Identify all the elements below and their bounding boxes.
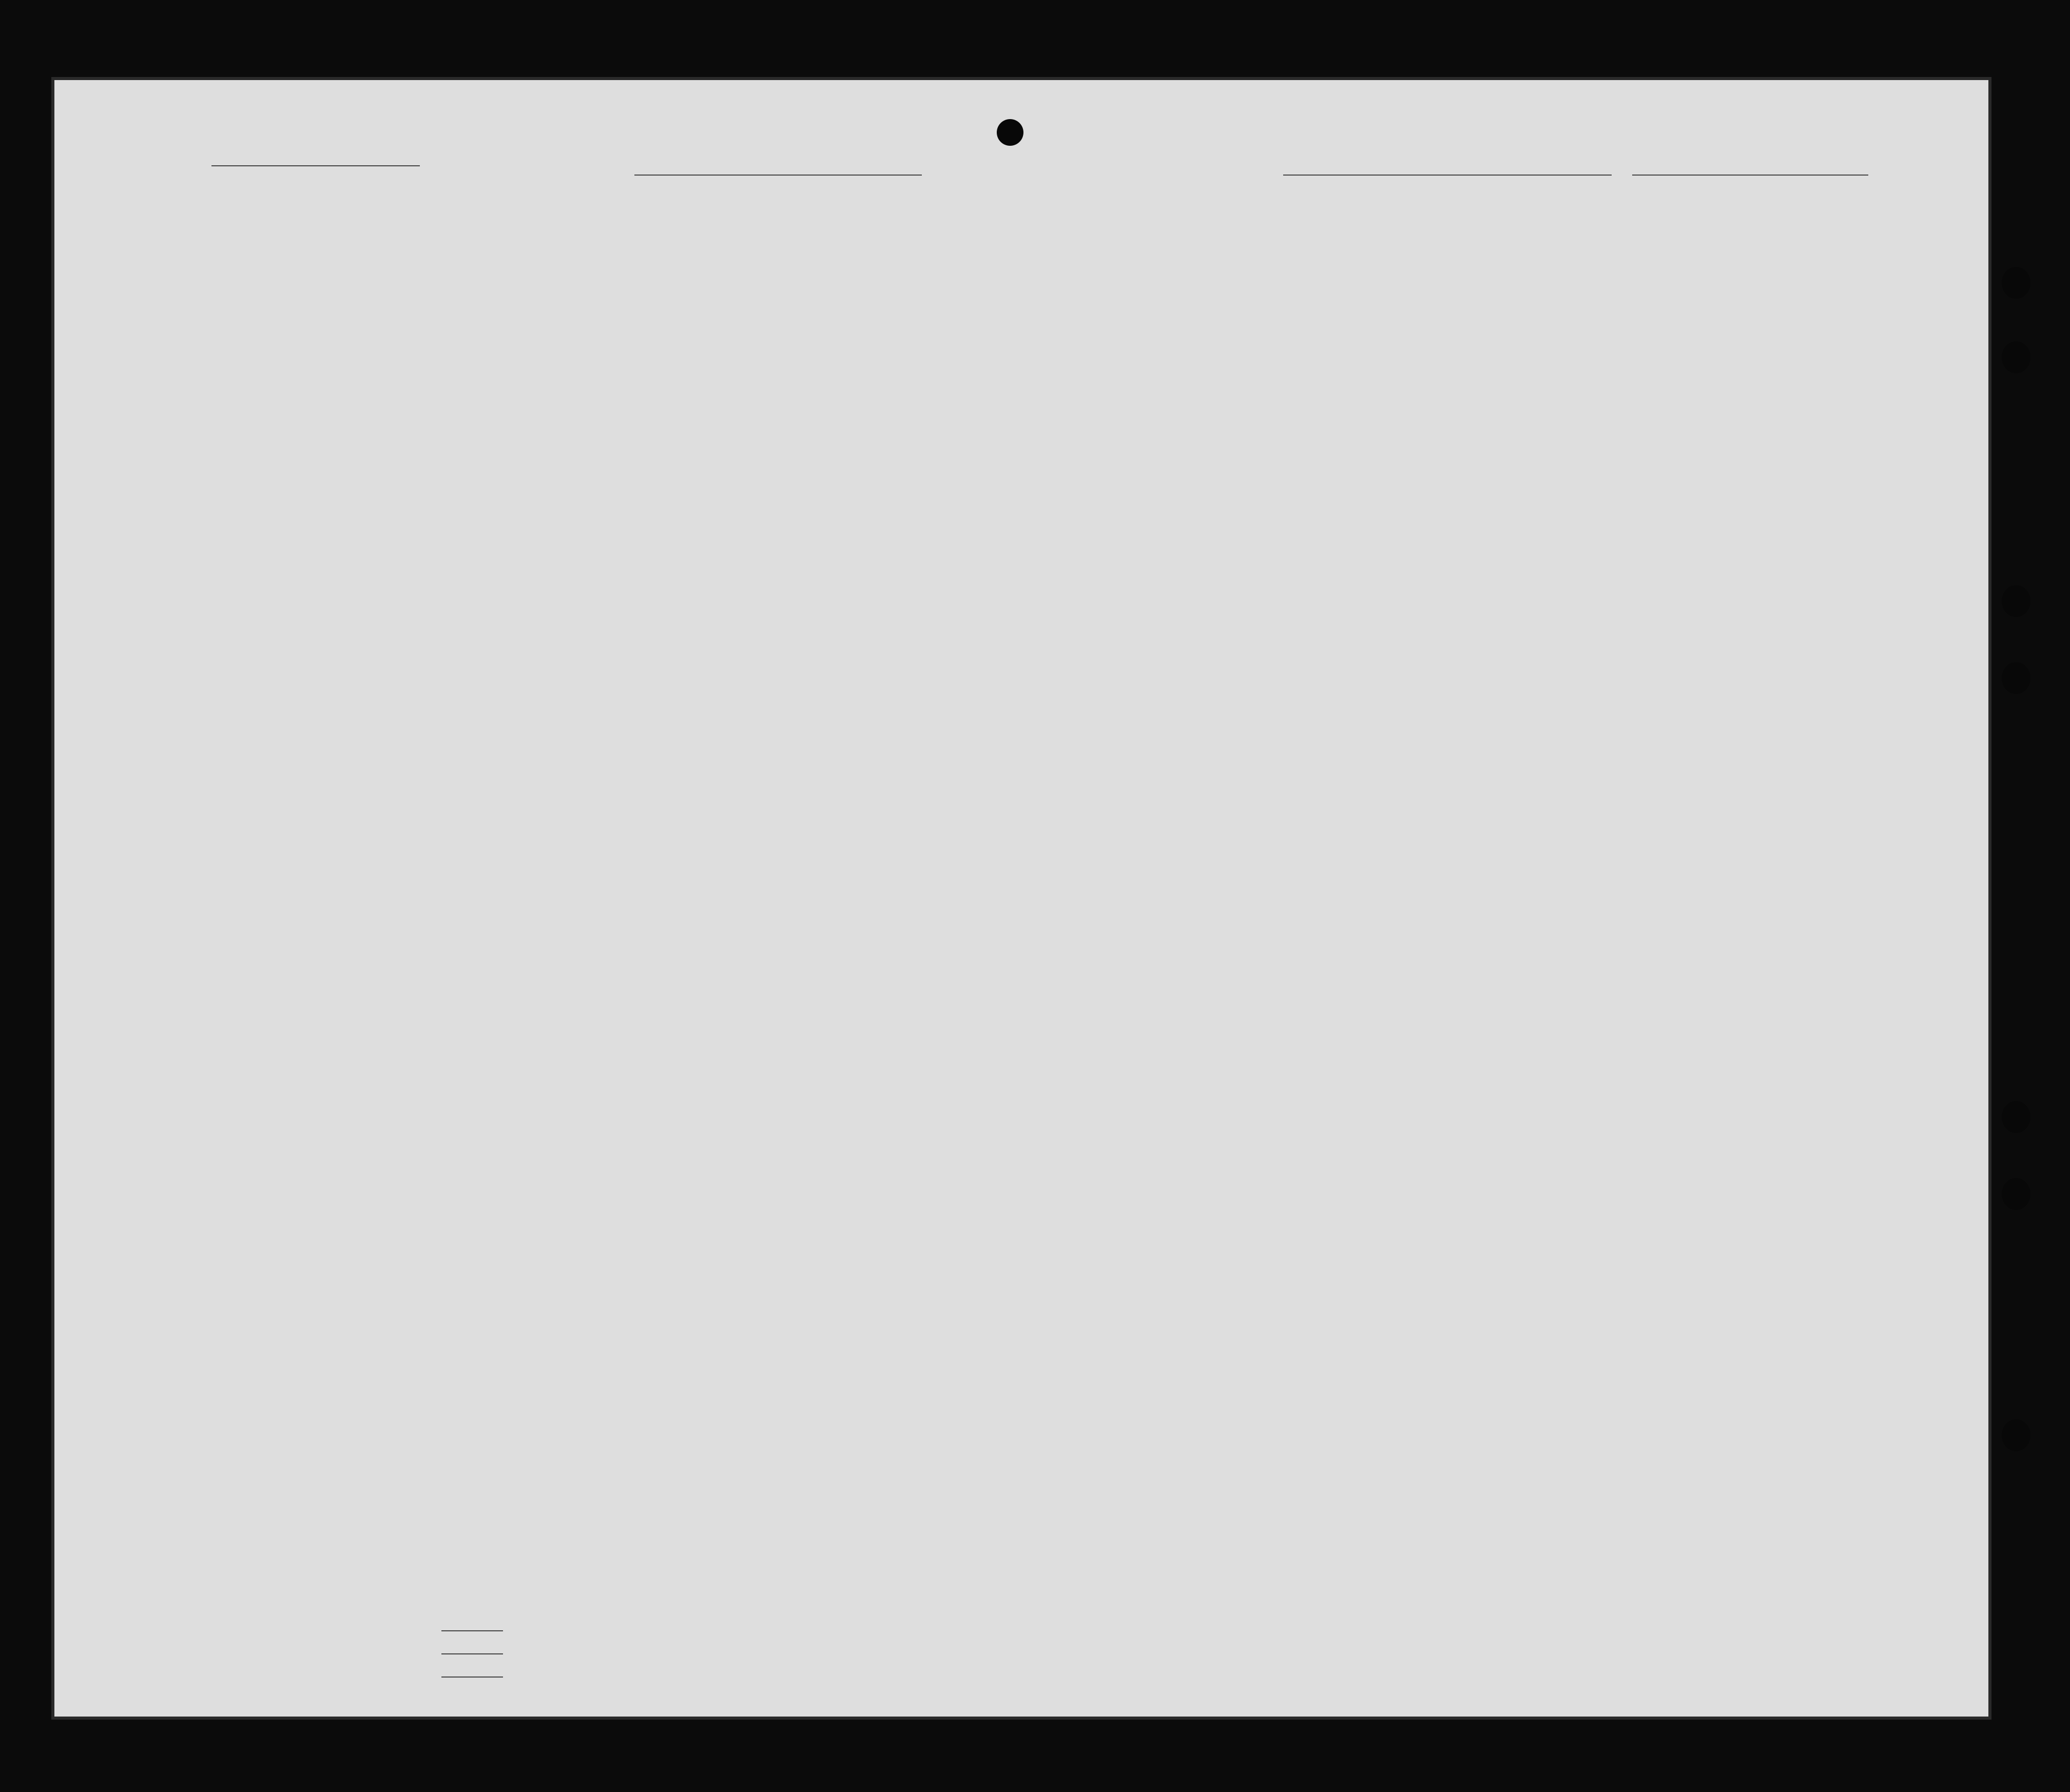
- list-underline: [211, 165, 420, 166]
- punch-hole: [2002, 1101, 2030, 1133]
- citizens-line: [441, 1653, 503, 1654]
- port-underline: [1283, 175, 1612, 176]
- total-line: [441, 1630, 503, 1631]
- punch-hole: [2002, 1178, 2030, 1210]
- punch-hole: [2002, 585, 2030, 617]
- punch-hole: [2002, 662, 2030, 694]
- punch-hole: [2002, 1419, 2030, 1451]
- date-underline: [1632, 175, 1868, 176]
- manifest-sheet: [51, 77, 1991, 1720]
- punch-hole: [997, 119, 1023, 146]
- punch-hole: [2002, 341, 2030, 373]
- aliens-line: [441, 1677, 503, 1678]
- punch-hole: [2002, 267, 2030, 299]
- ship-underline: [634, 175, 922, 176]
